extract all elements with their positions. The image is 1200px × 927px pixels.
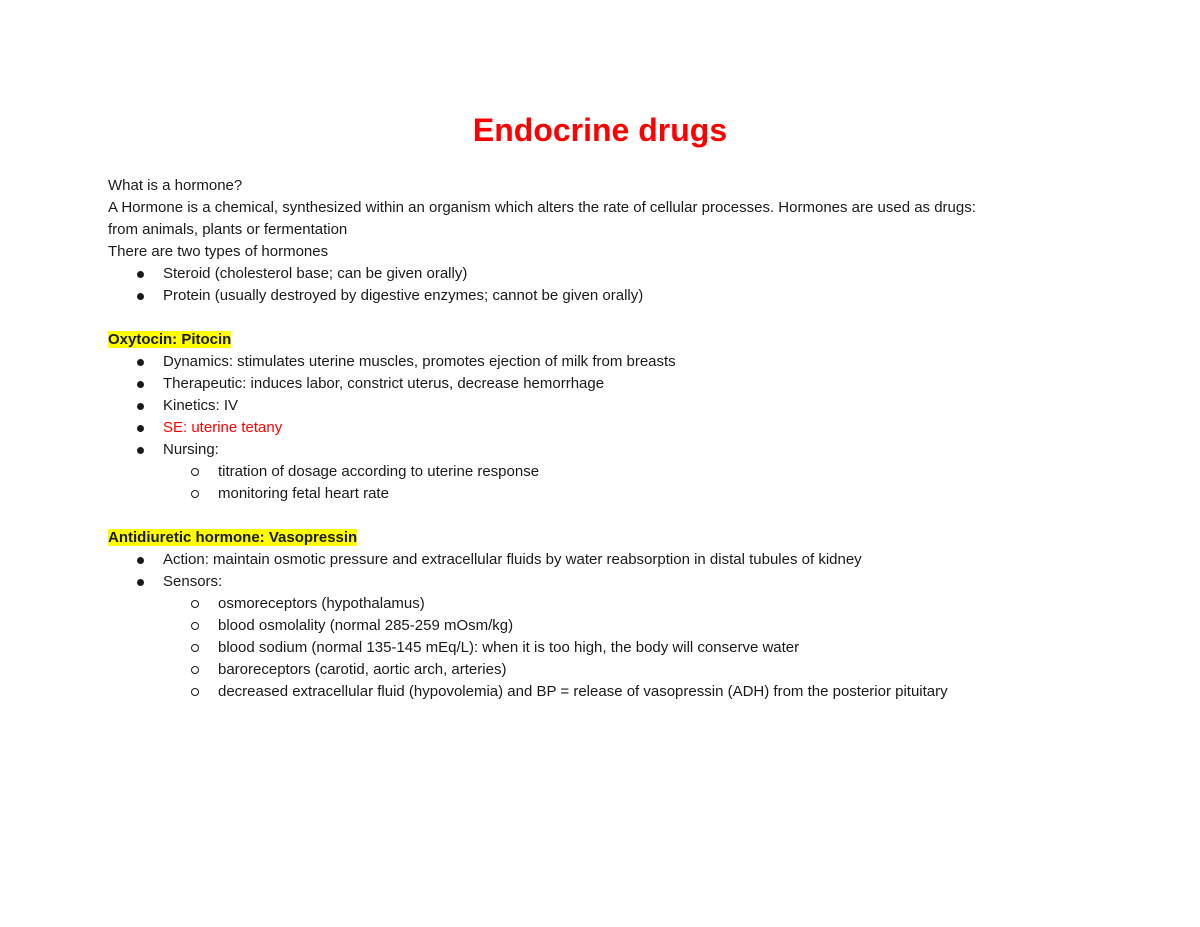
list-item-text: Kinetics: IV: [163, 397, 239, 414]
hollow-bullet-icon: [191, 622, 199, 630]
list-item: [108, 417, 1088, 439]
sublist-item: [108, 483, 1088, 505]
list-item-text: Action: maintain osmotic pressure and extracellular fluids by water reabsorption in distal tubules of kidney: [163, 551, 862, 568]
sublist-item-text: decreased extracellular fluid (hypovolemia) and BP = release of vasopressin (ADH) from the posterior pituitary: [218, 683, 948, 700]
intro-definition-line2: from animals, plants or fermentation: [108, 221, 348, 238]
bullet-icon: [137, 557, 144, 564]
bullet-icon: [137, 359, 144, 366]
adh-heading-row: [108, 527, 1088, 549]
document-body: [108, 175, 1088, 703]
list-item: [108, 285, 1088, 307]
list-item: [108, 373, 1088, 395]
adh-list: [108, 549, 1088, 593]
bullet-icon: [137, 271, 144, 278]
list-item-text: Sensors:: [163, 573, 223, 590]
hollow-bullet-icon: [191, 644, 199, 652]
list-item-text: Dynamics: stimulates uterine muscles, promotes ejection of milk from breasts: [163, 353, 676, 370]
sublist-item-text: titration of dosage according to uterine response: [218, 463, 540, 480]
spacer: [108, 307, 1088, 329]
hollow-bullet-icon: [191, 666, 199, 674]
sublist-item-text: monitoring fetal heart rate: [218, 485, 389, 502]
oxytocin-heading: Oxytocin: Pitocin: [108, 331, 232, 348]
list-item: [108, 263, 1088, 285]
adh-sensors-sublist: [108, 593, 1088, 703]
side-effect-text: SE: uterine tetany: [163, 419, 283, 436]
hollow-bullet-icon: [191, 600, 199, 608]
bullet-icon: [137, 293, 144, 300]
list-item: [108, 439, 1088, 461]
sublist-item: [108, 461, 1088, 483]
list-item-text: Therapeutic: induces labor, constrict uterus, decrease hemorrhage: [163, 375, 605, 392]
list-item: [108, 549, 1088, 571]
hollow-bullet-icon: [191, 468, 199, 476]
bullet-icon: [137, 425, 144, 432]
sublist-item: [108, 615, 1088, 637]
list-item-text: Nursing:: [163, 441, 219, 458]
oxytocin-heading-row: [108, 329, 1088, 351]
sublist-item: [108, 659, 1088, 681]
sublist-item-text: baroreceptors (carotid, aortic arch, arteries): [218, 661, 507, 678]
adh-heading: Antidiuretic hormone: Vasopressin: [108, 529, 358, 546]
list-item: [108, 351, 1088, 373]
intro-definition-line1: A Hormone is a chemical, synthesized within an organism which alters the rate of cellular processes. Hormones are used as drugs:: [108, 199, 976, 216]
sublist-item-text: blood sodium (normal 135-145 mEq/L): when it is too high, the body will conserve water: [218, 639, 800, 656]
list-item: [108, 571, 1088, 593]
sublist-item: [108, 681, 1088, 703]
hollow-bullet-icon: [191, 688, 199, 696]
list-item-text: Protein (usually destroyed by digestive enzymes; cannot be given orally): [163, 287, 644, 304]
sublist-item-text: blood osmolality (normal 285-259 mOsm/kg): [218, 617, 514, 634]
bullet-icon: [137, 579, 144, 586]
bullet-icon: [137, 447, 144, 454]
spacer: [108, 505, 1088, 527]
hormone-types-list: [108, 263, 1088, 307]
sublist-item-text: osmoreceptors (hypothalamus): [218, 595, 425, 612]
sublist-item: [108, 593, 1088, 615]
sublist-item: [108, 637, 1088, 659]
bullet-icon: [137, 381, 144, 388]
hollow-bullet-icon: [191, 490, 199, 498]
intro-question: What is a hormone?: [108, 177, 243, 194]
oxytocin-nursing-sublist: [108, 461, 1088, 505]
list-item-text: Steroid (cholesterol base; can be given orally): [163, 265, 468, 282]
bullet-icon: [137, 403, 144, 410]
intro-types-intro: There are two types of hormones: [108, 243, 329, 260]
oxytocin-list: [108, 351, 1088, 461]
document-title: Endocrine drugs: [472, 112, 728, 148]
list-item: [108, 395, 1088, 417]
